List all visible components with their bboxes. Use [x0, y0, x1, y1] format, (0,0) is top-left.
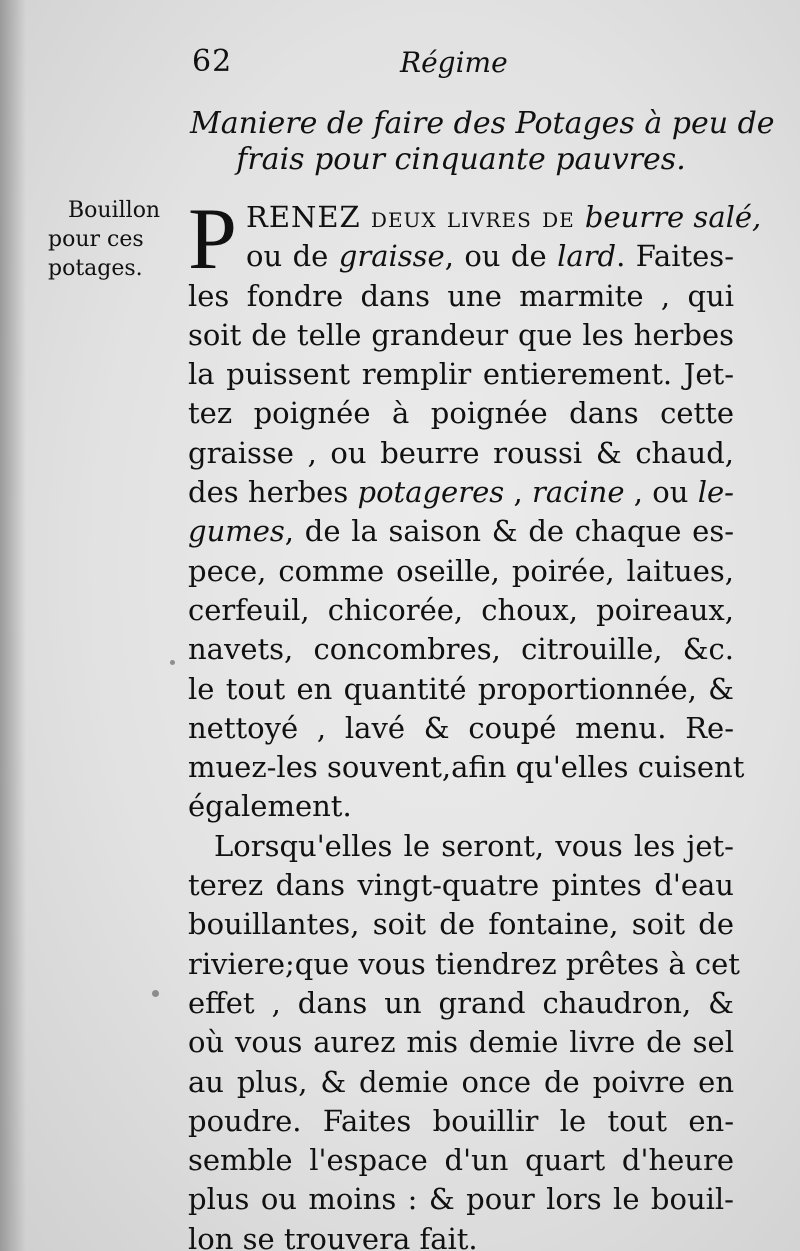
text-segment: graisse	[338, 239, 445, 274]
text-segment: cerfeuil, chicorée, choux, poireaux,	[188, 592, 734, 627]
text-segment: potageres	[357, 475, 505, 510]
page-header	[0, 44, 800, 84]
text-segment: poudre. Faites bouillir le tout en-	[188, 1103, 734, 1138]
drop-cap: P	[188, 191, 237, 288]
margin-note-line-3: potages.	[48, 256, 143, 281]
text-segment: également.	[188, 789, 352, 824]
text-segment: effet , dans un grand chaudron, &	[188, 985, 734, 1020]
text-segment: gumes	[188, 514, 285, 549]
text-line	[188, 591, 734, 630]
text-line	[188, 630, 734, 669]
text-line	[188, 1063, 734, 1102]
text-segment: , de la saison & de chaque es-	[284, 514, 734, 549]
text-line	[188, 512, 734, 551]
text-line	[188, 866, 734, 905]
text-line	[188, 905, 734, 944]
text-segment: nettoyé , lavé & coupé menu. Re-	[188, 710, 734, 745]
page-gutter-shadow	[0, 0, 26, 1251]
text-line	[188, 552, 734, 591]
text-segment: terez dans vingt-quatre pintes d'eau	[188, 868, 734, 903]
text-segment: où vous aurez mis demie livre de sel	[188, 1025, 734, 1060]
section-title-line-2: frais pour cinquante pauvres.	[236, 142, 686, 177]
text-segment: lard	[557, 239, 617, 274]
text-segment: graisse , ou beurre roussi & chaud,	[188, 435, 734, 470]
text-line	[188, 945, 740, 984]
text-segment: riviere;que vous tiendrez prêtes à cet	[188, 946, 740, 981]
text-line	[188, 709, 734, 748]
margin-note	[44, 196, 174, 283]
text-line	[188, 984, 734, 1023]
text-line	[188, 355, 734, 394]
text-line	[188, 1102, 734, 1141]
text-line	[188, 1141, 734, 1180]
text-segment: beurre salé,	[584, 200, 762, 234]
text-line	[188, 827, 734, 866]
text-segment: . Faites-	[616, 239, 734, 274]
text-segment: le-	[697, 475, 734, 510]
text-segment: la puissent remplir entierement. Jet-	[188, 357, 734, 392]
text-segment: soit de telle grandeur que les herbes	[188, 317, 734, 352]
text-segment: lon se trouvera fait.	[188, 1221, 478, 1251]
text-line	[188, 316, 734, 355]
text-segment: , ou	[624, 475, 698, 510]
text-segment: ,	[504, 475, 532, 510]
text-line	[188, 1220, 734, 1251]
text-segment: au plus, & demie once de poivre en	[188, 1064, 734, 1099]
section-title	[190, 106, 775, 178]
text-segment: le tout en quantité proportionnée, &	[188, 671, 734, 706]
text-line	[188, 237, 734, 276]
section-title-line-1: Maniere de faire des Potages à peu de	[190, 106, 775, 141]
text-segment: bouillantes, soit de fontaine, soit de	[188, 907, 734, 942]
running-head: Régime	[400, 46, 508, 79]
text-line	[188, 748, 745, 787]
ink-speck	[170, 660, 175, 665]
text-line	[188, 277, 734, 316]
ink-speck	[152, 990, 159, 997]
text-line	[188, 670, 734, 709]
text-line	[188, 1180, 734, 1219]
text-segment: tez poignée à poignée dans cette	[188, 396, 734, 431]
text-segment: muez-les souvent,afin qu'elles cuisent	[188, 750, 745, 785]
text-segment: des herbes	[188, 475, 358, 510]
text-segment: Lorsqu'elles le seront, vous les jet-	[214, 828, 734, 863]
text-segment: les fondre dans une marmite , qui	[188, 278, 734, 313]
text-segment: plus ou moins : & pour lors le bouil-	[188, 1182, 734, 1217]
body-text	[188, 191, 762, 1251]
text-segment: pece, comme oseille, poirée, laitues,	[188, 553, 734, 588]
text-segment: RENEZ deux livres de	[246, 200, 585, 234]
margin-note-line-2: pour ces	[48, 227, 144, 252]
page-number: 62	[192, 44, 233, 79]
text-segment: navets, concombres, citrouille, &c.	[188, 632, 734, 667]
text-segment: , ou de	[444, 239, 558, 274]
text-segment: racine	[531, 475, 625, 510]
text-line	[188, 394, 734, 433]
text-line	[188, 473, 734, 512]
text-line	[188, 434, 734, 473]
text-segment: semble l'espace d'un quart d'heure	[188, 1143, 734, 1178]
text-line	[188, 787, 734, 826]
margin-note-line-1: Bouillon	[68, 198, 161, 223]
text-line	[188, 1023, 734, 1062]
text-line	[188, 198, 762, 237]
text-segment: ou de	[246, 239, 339, 274]
